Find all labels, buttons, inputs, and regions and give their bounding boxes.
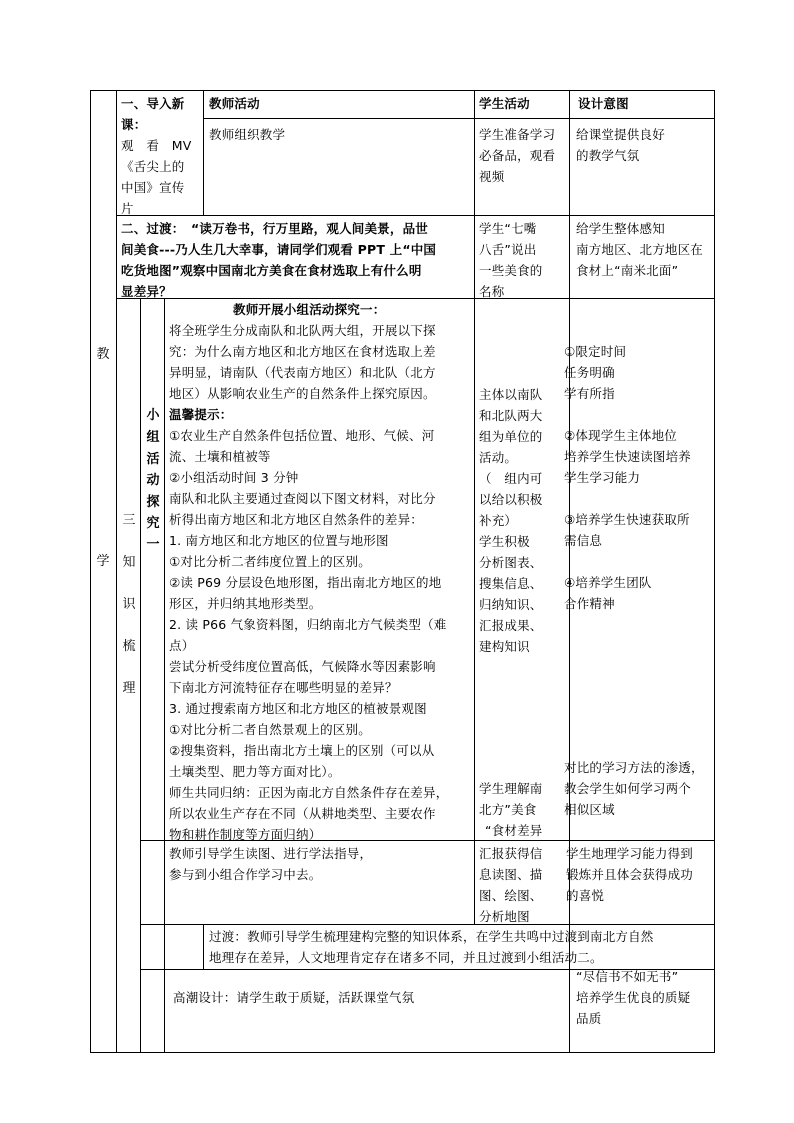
col-teacher-header: 教师活动 bbox=[209, 96, 260, 111]
row5-transition: 过渡：教师引导学生梳理建构完整的知识体系，在学生共鸣中过渡到南北方自然 地理存在差异，人文地理肯定存在诸多不同，并且过渡到小组活动二。 bbox=[209, 929, 654, 965]
table-border-bottom bbox=[90, 1052, 715, 1053]
row6-design: “尽信书不如无书” 培养学生优良的质疑 品质 bbox=[576, 969, 691, 1026]
table-border-right bbox=[714, 90, 715, 1053]
activity-char: 活 bbox=[146, 452, 160, 467]
activity-char: 组 bbox=[146, 430, 160, 445]
row1-teacher: 教师组织教学 bbox=[209, 127, 286, 142]
table-divider bbox=[203, 924, 204, 969]
table-divider bbox=[116, 215, 715, 216]
table-divider bbox=[203, 118, 715, 119]
row3-design-a: ①限定时间 任务明确 学有所指 ②体现学生主体地位 培养学生快速读图培养 学生学习能力 ③培养学生快速获取所 需信息 ④培养学生团队 合作精神 bbox=[564, 344, 692, 611]
row3-student-b: 学生理解南 北方”美食 “食材差异 bbox=[479, 781, 543, 838]
section1-title: 一、导入新 课： 观 看 MV 《舌尖上的 中国》宣传 片 bbox=[121, 96, 192, 216]
row6-teacher: 高潮设计：请学生敢于质疑，活跃课堂气氛 bbox=[173, 990, 415, 1005]
activity-char: 究 bbox=[146, 516, 160, 531]
row4-design: 学生地理学习能力得到 锻炼并且体会获得成功 的喜悦 bbox=[566, 846, 694, 903]
activity-char: 一 bbox=[146, 537, 160, 552]
row1-design: 给课堂提供良好 的教学气氛 bbox=[576, 127, 665, 163]
activity-char: 动 bbox=[146, 473, 160, 488]
label-xue: 学 bbox=[96, 554, 110, 569]
table-divider bbox=[203, 90, 204, 215]
section3-char: 识 bbox=[122, 597, 136, 612]
col-student-header: 学生活动 bbox=[479, 96, 530, 111]
col-design-header: 设计意图 bbox=[578, 96, 629, 111]
row1-student: 学生准备学习 必备品，观看 视频 bbox=[479, 127, 556, 184]
row4-student: 汇报获得信 息读图、描 图、绘图、 分析地图 bbox=[479, 846, 543, 924]
row4-teacher: 教师引导学生读图、进行学法指导， 参与到小组合作学习中去。 bbox=[169, 846, 373, 882]
activity-char: 探 bbox=[146, 495, 160, 510]
activity-char: 小 bbox=[146, 408, 160, 423]
table-divider bbox=[140, 298, 141, 1053]
row2-student: 学生“七嘴 八舌”说出 一些美食的 名称 bbox=[479, 221, 543, 299]
row3-teacher-title: 教师开展小组活动探究一： bbox=[233, 302, 386, 317]
table-border-top bbox=[90, 90, 715, 91]
table-divider bbox=[140, 924, 715, 925]
label-jiao: 教 bbox=[96, 347, 110, 362]
table-divider bbox=[116, 90, 117, 1053]
row2-teacher: 二、过渡： “读万卷书，行万里路，观人间美景，品世 间美食---乃人生几大幸事，请同学们观看 PPT 上“中国 吃货地图”观察中国南北方美食在食材选取上有什么明 显差异？ bbox=[121, 221, 437, 299]
table-border-left bbox=[90, 90, 91, 1053]
section3-char: 理 bbox=[122, 681, 136, 696]
table-divider bbox=[164, 298, 165, 1053]
section3-char: 梳 bbox=[122, 639, 136, 654]
section3-char: 知 bbox=[122, 555, 136, 570]
row3-teacher: 将全班学生分成南队和北队两大组，开展以下探 究：为什么南方地区和北方地区在食材选取上差 异明显，请南队（代表南方地区）和北队（北方 地区）从影响农业生产的自然条件上探究原因。 温馨提示： ①农业生产自然条件包括位置、地形、气候、河 流、土壤和植被等 ②小组活动时间 3 分钟 南队和北队主要通过查阅以下图文材料，对比分 析得出南方地区和北方地区自然条件的差异： 1. 南方地区和北方地区的位置与地形图 ①对比分析二者纬度位置上的区别。 ②读 P69 分层设色地形图，指出南北方地区的地 形区，并归纳其地形类型。 2. 读 P66 气象资料图，归纳南北方气候类型（难 点） 尝试分析受纬度位置高低，气候降水等因素影响 下南北方河流特征存在哪些明显的差异？ 3. 通过搜索南方地区和北方地区的植被景观图 ①对比分析二者自然景观上的区别。 ②搜集资料，指出南北方土壤上的区别（可以从 土壤类型、肥力等方面对比）。 师生共同归纳：正因为南北方自然条件存在差异， 所以农业生产存在不同（从耕地类型、主要农作 物和耕作制度等方面归纳） bbox=[169, 323, 449, 842]
row2-design: 给学生整体感知 南方地区、北方地区在 食材上“南米北面” bbox=[576, 221, 704, 278]
row3-design-b: 对比的学习方法的渗透， 教会学生如何学习两个 相似区域 bbox=[564, 760, 704, 817]
section3-char: 三 bbox=[122, 513, 136, 528]
row3-student-a: 主体以南队 和北队两大 组为单位的 活动。 （ 组内可 以给以积极 补充） 学生积极 分析图表、 搜集信息、 归纳知识、 汇报成果、 建构知识 bbox=[479, 387, 543, 654]
